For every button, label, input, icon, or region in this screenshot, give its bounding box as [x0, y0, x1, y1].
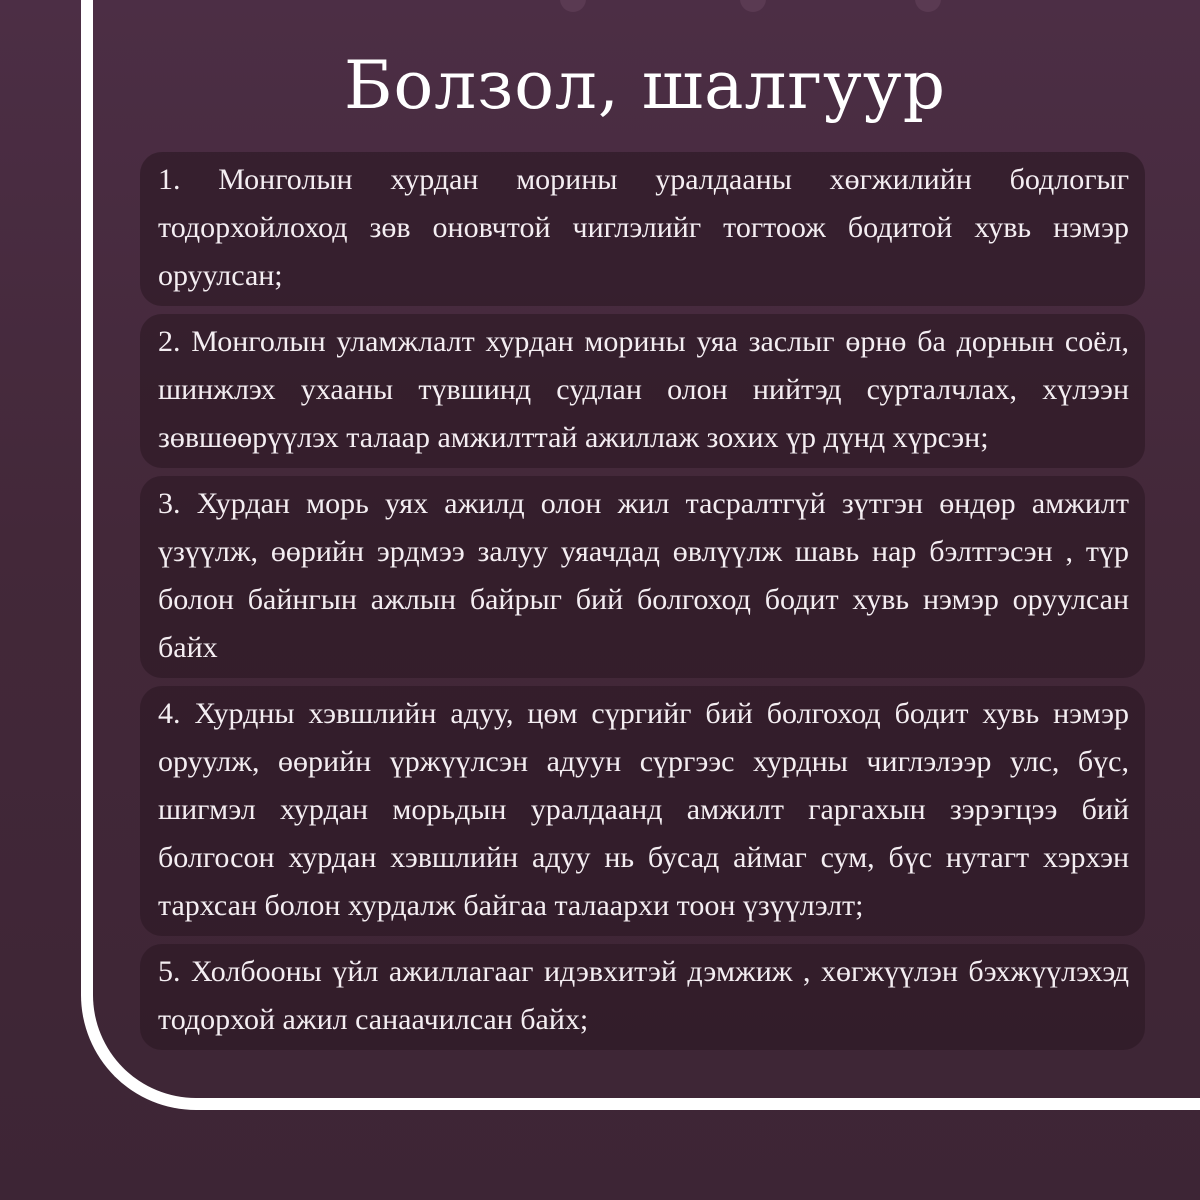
page-title: Болзол, шалгуур	[344, 47, 946, 124]
criteria-item-3: 3. Хурдан морь уях ажилд олон жил тасралтгүй зүтгэн өндөр амжилт үзүүлж, өөрийн эрдмээ залуу уяачдад өвлүүлж шавь нар бэлтгэсэн , түр болон байнгын ажлын байрыг бий болгоход бодит хувь нэмэр оруулсан байх	[140, 476, 1145, 678]
criteria-item-4: 4. Хурдны хэвшлийн адуу, цөм сүргийг бий болгоход бодит хувь нэмэр оруулж, өөрийн үржүүлсэн адуун сүргээс хурдны чиглэлээр улс, бүс, шигмэл хурдан морьдын уралдаанд амжилт гаргахын зэрэгцээ бий болгосон хурдан хэвшлийн адуу нь бусад аймаг сум, бүс нутагт хэрхэн тархсан болон хурдалж байгаа талаархи тоон үзүүлэлт;	[140, 686, 1145, 936]
criteria-item-2: 2. Монголын уламжлалт хурдан морины уяа заслыг өрнө ба дорнын соёл, шинжлэх ухааны түвшинд судлан олон нийтэд сурталчлах, хүлээн зөвшөөрүүлэх талаар амжилттай ажиллаж зохих үр дүнд хүрсэн;	[140, 314, 1145, 468]
criteria-item-5: 5. Холбооны үйл ажиллагааг идэвхитэй дэмжиж , хөгжүүлэн бэхжүүлэхэд тодорхой ажил санаачилсан байх;	[140, 944, 1145, 1050]
criteria-item-1: 1. Монголын хурдан морины уралдааны хөгжилийн бодлогыг тодорхойлоход зөв оновчтой чиглэлийг тогтоож бодитой хувь нэмэр оруулсан;	[140, 152, 1145, 306]
criteria-list	[140, 152, 1145, 1058]
